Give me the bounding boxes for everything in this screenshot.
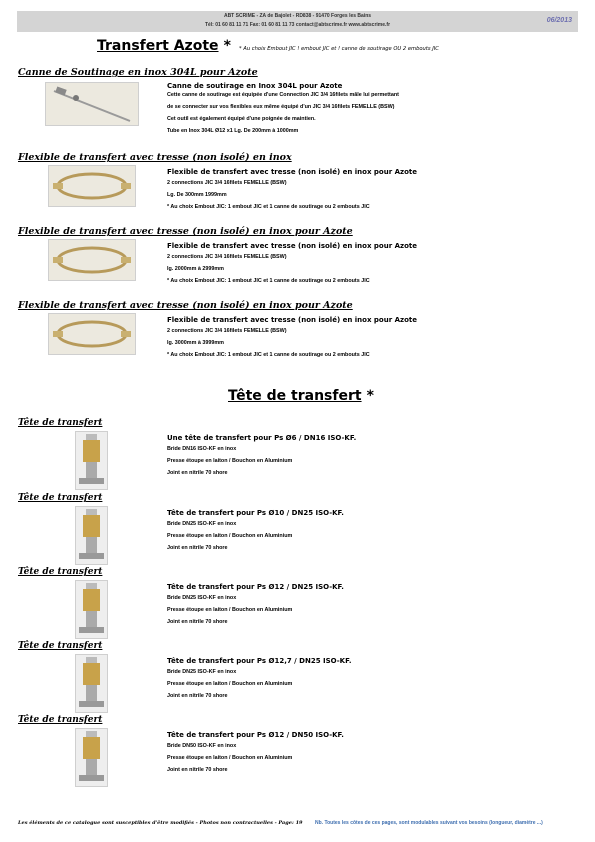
head-4-section-title: Tête de transfert bbox=[18, 641, 103, 651]
section-title-flexible-3: Flexible de transfert avec tresse (non isolé) en inox pour Azote bbox=[18, 300, 353, 311]
flexible-3-desc-line: 2 connections JIC 3/4 16filets FEMELLE (BSW) bbox=[167, 328, 287, 334]
footer-disclaimer: Les éléments de ce catalogue sont susceptibles d'être modifiés - Photos non contractuelles - Page: 19 bbox=[18, 820, 303, 826]
head-photo bbox=[75, 728, 108, 787]
flexible-2-desc-line: * Au choix Embout JIC: 1 embout JIC et 1 canne de soutirage ou 2 embouts JIC bbox=[167, 278, 370, 284]
head-3-desc-line: Joint en nitrile 70 shore bbox=[167, 619, 228, 625]
canne-desc-line: de se connecter sur vos flexibles eux même équipé d'un JIC 3/4 16filets FEMELLE (BSW) bbox=[167, 104, 395, 110]
heads-title-block bbox=[228, 385, 374, 404]
canne-desc-line: Cet outil est également équipé d'une poignée de maintien. bbox=[167, 116, 316, 122]
head-photo bbox=[75, 580, 108, 639]
head-1-desc-line: Presse étoupe en laiton / Bouchon en Aluminium bbox=[167, 458, 293, 464]
flexible-hose-icon bbox=[49, 166, 135, 206]
head-2-item-title: Tête de transfert pour Ps Ø10 / DN25 ISO-KF. bbox=[167, 509, 344, 517]
head-2-desc-line: Joint en nitrile 70 shore bbox=[167, 545, 228, 551]
head-1-desc-line: Joint en nitrile 70 shore bbox=[167, 470, 228, 476]
flexible-3-desc-line: * Au choix Embout JIC: 1 embout JIC et 1 canne de soutirage ou 2 embouts JIC bbox=[167, 352, 370, 358]
head-1-desc-line: Bride DN16 ISO-KF en inox bbox=[167, 446, 237, 452]
flexible-3-desc-line: lg. 3000mm à 3999mm bbox=[167, 340, 224, 346]
head-4-desc-line: Bride DN25 ISO-KF en inox bbox=[167, 669, 237, 675]
flexible-2-desc-line: 2 connections JIC 3/4 16filets FEMELLE (BSW) bbox=[167, 254, 287, 260]
transfer-head-icon bbox=[76, 432, 107, 489]
flexible-hose-icon bbox=[49, 314, 135, 354]
head-4-item-title: Tête de transfert pour Ps Ø12,7 / DN25 ISO-KF. bbox=[167, 657, 352, 665]
head-3-desc-line: Bride DN25 ISO-KF en inox bbox=[167, 595, 237, 601]
head-3-desc-line: Presse étoupe en laiton / Bouchon en Aluminium bbox=[167, 607, 293, 613]
canne-image-icon bbox=[46, 83, 138, 125]
heads-section-title: Tête de transfert bbox=[228, 388, 362, 404]
head-photo bbox=[75, 654, 108, 713]
flexible-2-desc-line: lg. 2000mm à 2999mm bbox=[167, 266, 224, 272]
head-photo bbox=[75, 506, 108, 565]
flexible-3-item-title: Flexible de transfert avec tresse (non isolé) en inox pour Azote bbox=[167, 316, 417, 324]
footer-note: Nb. Toutes les côtes de ces pages, sont modulables suivant vos besoins (longueur, diamètre ...) bbox=[315, 820, 543, 826]
flexible-1-item-title: Flexible de transfert avec tresse (non isolé) en inox pour Azote bbox=[167, 168, 417, 176]
flexible-1-desc-line: 2 connections JIC 3/4 16filets FEMELLE (BSW) bbox=[167, 180, 287, 186]
header-bar bbox=[17, 11, 578, 32]
catalog-date: 06/2013 bbox=[546, 17, 572, 24]
flexible-1-desc-line: * Au choix Embout JIC: 1 embout JIC et 1 canne de soutirage ou 2 embouts JIC bbox=[167, 204, 370, 210]
head-2-desc-line: Presse étoupe en laiton / Bouchon en Aluminium bbox=[167, 533, 293, 539]
head-4-desc-line: Presse étoupe en laiton / Bouchon en Aluminium bbox=[167, 681, 293, 687]
transfer-head-icon bbox=[76, 655, 107, 712]
canne-item-title: Canne de soutirage en Inox 304L pour Azote bbox=[167, 82, 343, 90]
flexible-hose-icon bbox=[49, 240, 135, 280]
company-address: ABT SCRIME - ZA de Bajolet - RD838 - 91470 Forges les Bains bbox=[223, 13, 372, 19]
head-photo bbox=[75, 431, 108, 490]
transfer-head-icon bbox=[76, 507, 107, 564]
company-contact: Tél: 01 60 81 11 71 Fax: 01 60 81 11 73 contact@abtscrime.fr www.abtscrime.fr bbox=[204, 22, 391, 28]
flexible-1-desc-line: Lg. De 300mm 1999mm bbox=[167, 192, 227, 198]
head-5-desc-line: Presse étoupe en laiton / Bouchon en Aluminium bbox=[167, 755, 293, 761]
transfer-head-icon bbox=[76, 581, 107, 638]
page-title: Transfert Azote bbox=[97, 38, 219, 54]
head-5-desc-line: Joint en nitrile 70 shore bbox=[167, 767, 228, 773]
canne-desc-line: Cette canne de soutirage est équipée d'une Connection JIC 3/4 16filets mâle lui permettant bbox=[167, 92, 399, 98]
head-5-desc-line: Bride DN50 ISO-KF en inox bbox=[167, 743, 237, 749]
head-2-section-title: Tête de transfert bbox=[18, 493, 103, 503]
flexible-2-item-title: Flexible de transfert avec tresse (non isolé) en inox pour Azote bbox=[167, 242, 417, 250]
head-2-desc-line: Bride DN25 ISO-KF en inox bbox=[167, 521, 237, 527]
section-title-flexible-1: Flexible de transfert avec tresse (non isolé) en inox bbox=[18, 152, 292, 163]
head-3-item-title: Tête de transfert pour Ps Ø12 / DN25 ISO-KF. bbox=[167, 583, 344, 591]
flexible-photo bbox=[48, 239, 136, 281]
flexible-photo bbox=[48, 165, 136, 207]
title-star: * bbox=[223, 38, 231, 54]
flexible-photo bbox=[48, 313, 136, 355]
title-note: * Au choix Embout JIC ! embout JIC et ! canne de soutirage OU 2 embouts JIC bbox=[239, 46, 439, 52]
head-1-item-title: Une tête de transfert pour Ps Ø6 / DN16 ISO-KF. bbox=[167, 434, 357, 442]
head-5-section-title: Tête de transfert bbox=[18, 715, 103, 725]
head-5-item-title: Tête de transfert pour Ps Ø12 / DN50 ISO-KF. bbox=[167, 731, 344, 739]
head-1-section-title: Tête de transfert bbox=[18, 418, 103, 428]
head-4-desc-line: Joint en nitrile 70 shore bbox=[167, 693, 228, 699]
transfer-head-icon bbox=[76, 729, 107, 786]
section-title-canne: Canne de Soutinage en inox 304L pour Azote bbox=[18, 67, 258, 78]
canne-desc-line: Tube en Inox 304L Ø12 x1 Lg. De 200mm à 1000mm bbox=[167, 128, 299, 134]
head-3-section-title: Tête de transfert bbox=[18, 567, 103, 577]
canne-photo bbox=[45, 82, 139, 126]
page-title-block bbox=[97, 35, 439, 54]
heads-title-star: * bbox=[366, 388, 374, 404]
section-title-flexible-2: Flexible de transfert avec tresse (non isolé) en inox pour Azote bbox=[18, 226, 353, 237]
